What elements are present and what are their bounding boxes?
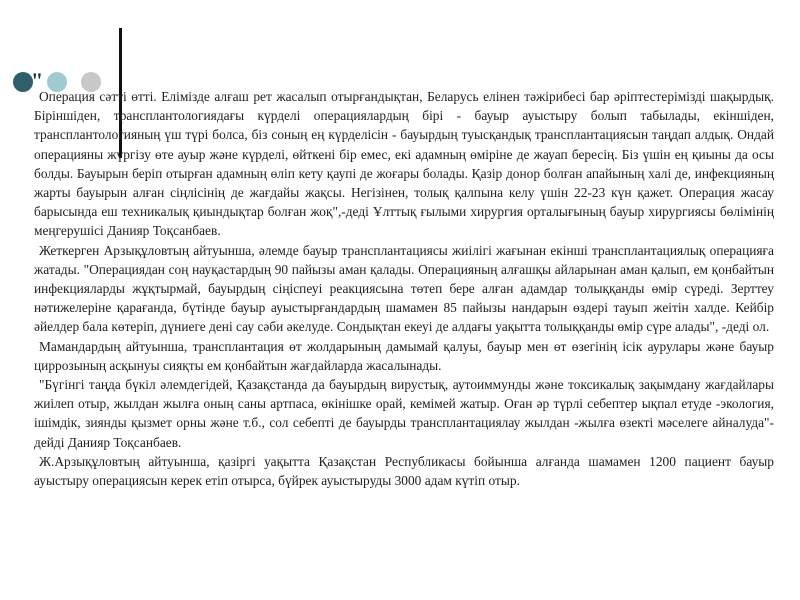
decorative-dot-dark [13, 72, 33, 92]
paragraph-2: Жеткерген Арзықұловтың айтуынша, әлемде бауыр трансплантациясы жиілігі жағынан екінші трансплантациялық операцияға жатады. "Операциядан соң науқастардың 90 пайызы аман қалады. Операцияның алғашқы айларынан аман қалып, ем қонбайтын инфекцияларды жұқтырмай, бауырдың сіңіспеуі реакциясына төтеп бере алған адамдар толыққанды өмір сүреді. Зерттеу нәтижелеріне қарағанда, бүтінде бауыр ауыстырғандардың шамамен 85 пайызы нандарын өздері тауып жеітін халде. Кейбір әйелдер бала көтеріп, дүниеге дені сау сәби әкелуде. Сондықтан екеуі де алдағы уақытта толыққанды өмір сүре алады", -деді ол. [34, 242, 774, 335]
paragraph-1: Операция сәтті өтті. Елімізде алғаш рет жасалып отырғандықтан, Беларусь елінен тәжірибесі бар әріптестерімізді шақырдық. Біріншіден, трансплантологиядағы күрделі операциялардың бірі - бауыр ауыстыру болып табылады, екіншіден, трансплантологияның үш түрі болса, біз соның ең күрделісін - бауырдың туысқандық трансплантациясын таңдап алдық. Ондай операцияны жүргізу өте ауыр және күрделі, өйткені бір емес, екі адамның өміріне де жауап бересің. Біз үшін ең қиыны да осы болды. Бауырын беріп отырған адамның өліп кету қаупі де жоғары болады. Қазір донор болған апайының халі де, инфекцияның жарты бауырын алған сіңлісінің де жағдайы жақсы. Негізінен, толық қалпына келу үшін 22-23 күн қажет. Операция жасау барысында еш техникалық қиындықтар болған жоқ",-деді Ұлттық ғылыми хирургия орталығының бауыр хирургиясы бөлімінің меңгерушісі Данияр Тоқсанбаев. [34, 89, 774, 239]
paragraph-5: Ж.Арзықұловтың айтуынша, қазіргі уақытта Қазақстан Республикасы бойынша алғанда шамамен 1200 пациент бауыр ауыстыру операциясын керек етіп отырса, бүйрек ауыстыруды 3000 адам күтіп отыр. [34, 453, 774, 489]
article-text [34, 87, 774, 490]
paragraph-4: "Бүгінгі таңда бүкіл әлемдегідей, Қазақстанда да бауырдың вирустық, аутоиммунды және токсикалық зақымдану жағдайлары жиілеп отыр, жылдан жылға оның саны артпаса, өкінішке орай, кемімей жатыр. Оған әр түрлі себептер ықпал етуде -экология, ішімдік, зиянды қызмет орны және т.б., сол себепті де бауырды трансплантациялау жылдан -жылға өзекті мәселеге айналуда"- дейді Данияр Тоқсанбаев. [34, 377, 774, 450]
opening-quote-mark: " [31, 68, 44, 93]
paragraph-3: Мамандардың айтуынша, трансплантация өт жолдарының дамымай қалуы, бауыр мен өт өзегінің ісік аурулары және бауыр циррозының асқынуы сияқты ем қонбайтын жағдайларда жасалынады. [34, 338, 774, 373]
